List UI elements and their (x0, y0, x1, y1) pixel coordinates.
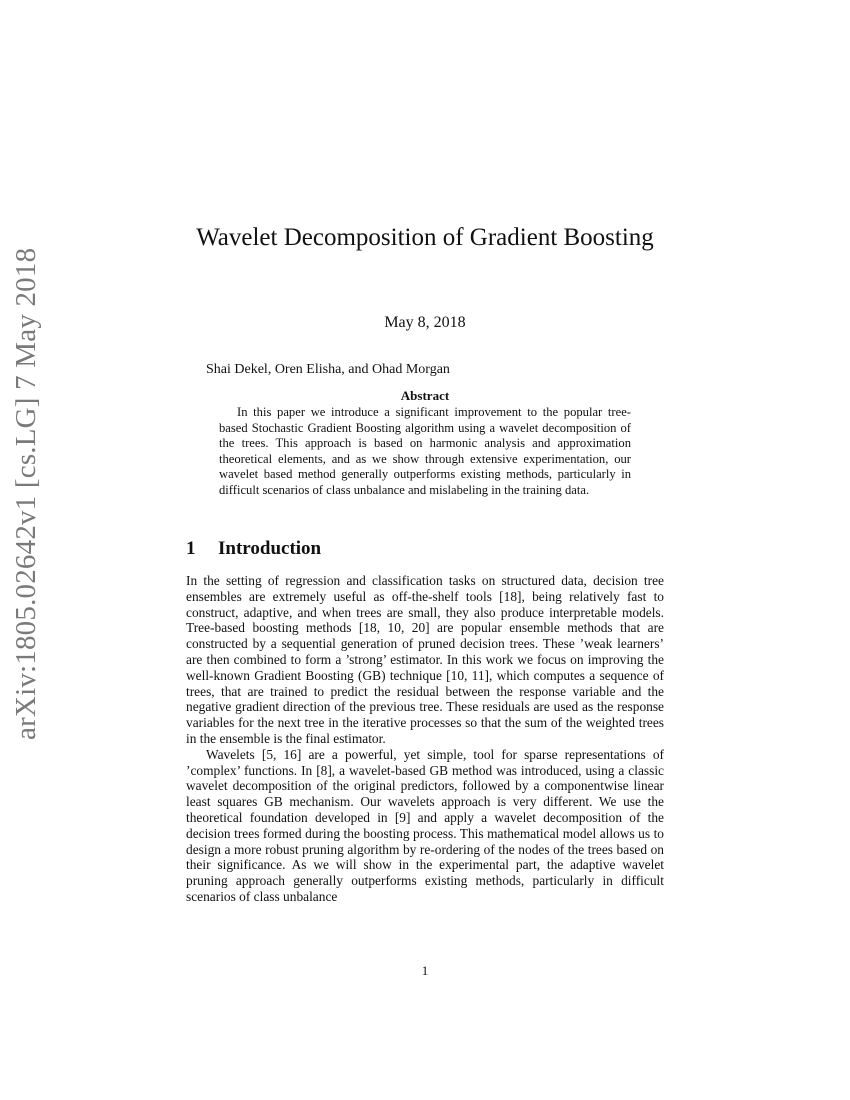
section-heading (186, 536, 321, 562)
author-list: Shai Dekel, Oren Elisha, and Ohad Morgan (206, 362, 450, 377)
page-number: 1 (421, 963, 429, 978)
paper-date: May 8, 2018 (384, 314, 466, 331)
abstract-body (219, 405, 631, 499)
paper-title: Wavelet Decomposition of Gradient Boosting (196, 224, 654, 251)
body-paragraph: In the setting of regression and classification tasks on structured data, decision tree ensembles are extremely useful as off-the-shelf tools [18], being relatively fast to construct, adaptive, and when trees are small, they also produce interpretable models. Tree-based boosting methods [18, 10, 20] are popular ensemble methods that are constructed by a sequential generation of pruned decision trees. These ’weak learners’ are then combined to form a ’strong’ estimator. In this work we focus on improving the well-known Gradient Boosting (GB) technique [10, 11], which computes a sequence of trees, that are trained to predict the residual between the response variable and the negative gradient direction of the previous tree. These residuals are used as the response variables for the next tree in the iterative processes so that the sum of the weighted trees in the ensemble is the final estimator. (186, 573, 664, 746)
abstract-heading: Abstract (400, 388, 450, 403)
section-number: 1 (186, 538, 196, 559)
body-paragraph: Wavelets [5, 16] are a powerful, yet simple, tool for sparse representations of ’complex’ functions. In [8], a wavelet-based GB method was introduced, using a classic wavelet decomposition of the original predictors, followed by a componentwise linear least squares GB mechanism. Our wavelets approach is very different. We use the theoretical foundation developed in [9] and apply a wavelet decomposition of the decision trees formed during the boosting process. This mathematical model allows us to design a more robust pruning algorithm by re-ordering of the nodes of the trees based on their significance. As we will show in the experimental part, the adaptive wavelet pruning approach generally outperforms existing methods, particularly in difficult scenarios of class unbalance (186, 746, 664, 904)
section-body (186, 573, 664, 905)
arxiv-identifier: arXiv:1805.02642v1 [cs.LG] 7 May 2018 (10, 247, 42, 740)
abstract-paragraph: In this paper we introduce a significant improvement to the popular tree-based Stochastic Gradient Boosting algorithm using a wavelet decomposition of the trees. This approach is based on harmonic analysis and approximation theoretical elements, and as we show through extensive experimentation, our wavelet based method generally outperforms existing methods, particularly in difficult scenarios of class unbalance and mislabeling in the training data. (219, 405, 631, 497)
section-title: Introduction (218, 538, 322, 559)
